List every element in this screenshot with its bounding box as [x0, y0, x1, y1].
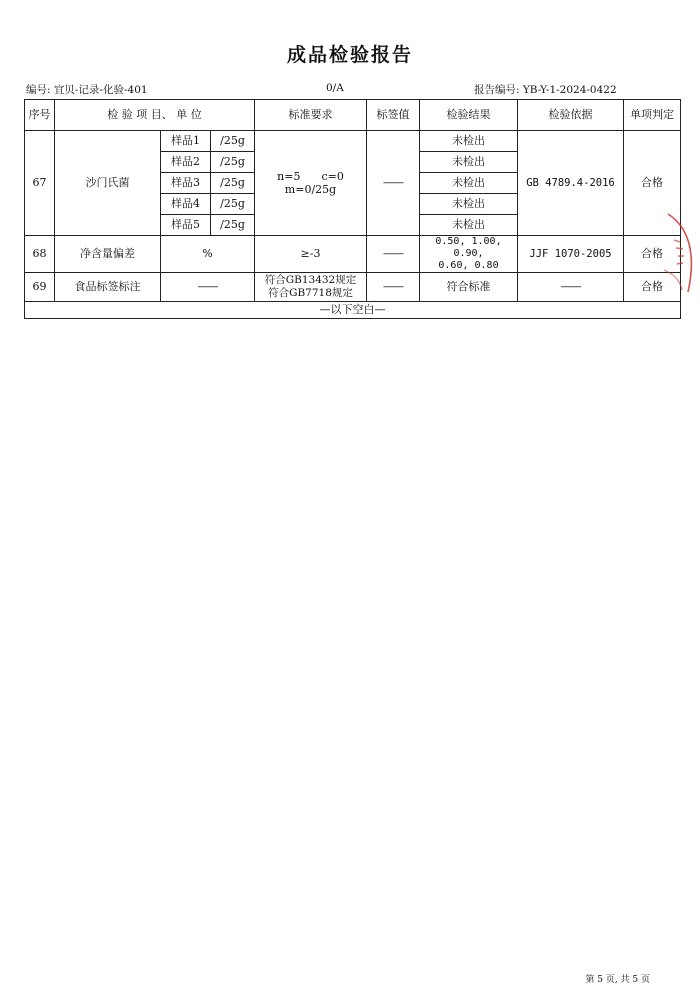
report-number: 报告编号: YB-Y-1-2024-0422 [474, 84, 617, 96]
blank-row [25, 302, 681, 319]
header-judgement: 单项判定 [624, 100, 681, 131]
sample-label: 样品4 [161, 194, 211, 215]
page-footer: 第 5 页, 共 5 页 [585, 975, 650, 985]
row-seq: 68 [25, 236, 55, 273]
header-item: 检 验 项 目、 单 位 [55, 100, 255, 131]
sample-result: 未检出 [420, 194, 518, 215]
document-code: 编号: 宜贝-记录-化验-401 [26, 84, 148, 96]
row-judgement: 合格 [624, 131, 681, 236]
sample-result: 未检出 [420, 215, 518, 236]
row-seq: 67 [25, 131, 55, 236]
header-standard: 标准要求 [255, 100, 367, 131]
row-label-value: —— [367, 273, 420, 302]
sample-unit: /25g [211, 194, 255, 215]
sample-label: 样品5 [161, 215, 211, 236]
row-judgement: 合格 [624, 236, 681, 273]
sample-label: 样品3 [161, 173, 211, 194]
sample-unit: /25g [211, 152, 255, 173]
row-standard [255, 273, 367, 302]
result-line: 0.50, 1.00, 0.90, [435, 236, 502, 259]
row-label-value: —— [367, 131, 420, 236]
sample-result: 未检出 [420, 131, 518, 152]
table-row [25, 236, 681, 273]
table-row [25, 131, 681, 152]
standard-line: 符合GB13432规定 [264, 274, 357, 287]
sample-result: 未检出 [420, 173, 518, 194]
sample-unit: /25g [211, 215, 255, 236]
blank-note: —以下空白— [25, 302, 681, 319]
red-seal-icon [660, 210, 700, 300]
row-basis: JJF 1070-2005 [518, 236, 624, 273]
sample-label: 样品1 [161, 131, 211, 152]
table-row [25, 273, 681, 302]
row-result: 符合标准 [420, 273, 518, 302]
header-label-value: 标签值 [367, 100, 420, 131]
row-standard: ≥-3 [255, 236, 367, 273]
sample-result: 未检出 [420, 152, 518, 173]
row-result [420, 236, 518, 273]
row-judgement: 合格 [624, 273, 681, 302]
row-unit: % [161, 236, 255, 273]
header-result: 检验结果 [420, 100, 518, 131]
standard-line: 符合GB7718规定 [268, 287, 353, 299]
sample-unit: /25g [211, 173, 255, 194]
report-title: 成品检验报告 [286, 44, 413, 66]
standard-line: m=0/25g [284, 183, 337, 196]
result-line: 0.60, 0.80 [438, 260, 499, 271]
row-standard [255, 131, 367, 236]
row-unit: —— [161, 273, 255, 302]
row-basis: GB 4789.4-2016 [518, 131, 624, 236]
row-item-name: 沙门氏菌 [55, 131, 161, 236]
sample-label: 样品2 [161, 152, 211, 173]
header-basis: 检验依据 [518, 100, 624, 131]
row-item-name: 食品标签标注 [55, 273, 161, 302]
sample-unit: /25g [211, 131, 255, 152]
row-item-name: 净含量偏差 [55, 236, 161, 273]
document-version: 0/A [326, 82, 344, 94]
inspection-table [24, 99, 681, 319]
row-seq: 69 [25, 273, 55, 302]
row-basis: —— [518, 273, 624, 302]
standard-line: n=5 c=0 [277, 169, 344, 183]
row-label-value: —— [367, 236, 420, 273]
table-header-row [25, 100, 681, 131]
header-seq: 序号 [25, 100, 55, 131]
